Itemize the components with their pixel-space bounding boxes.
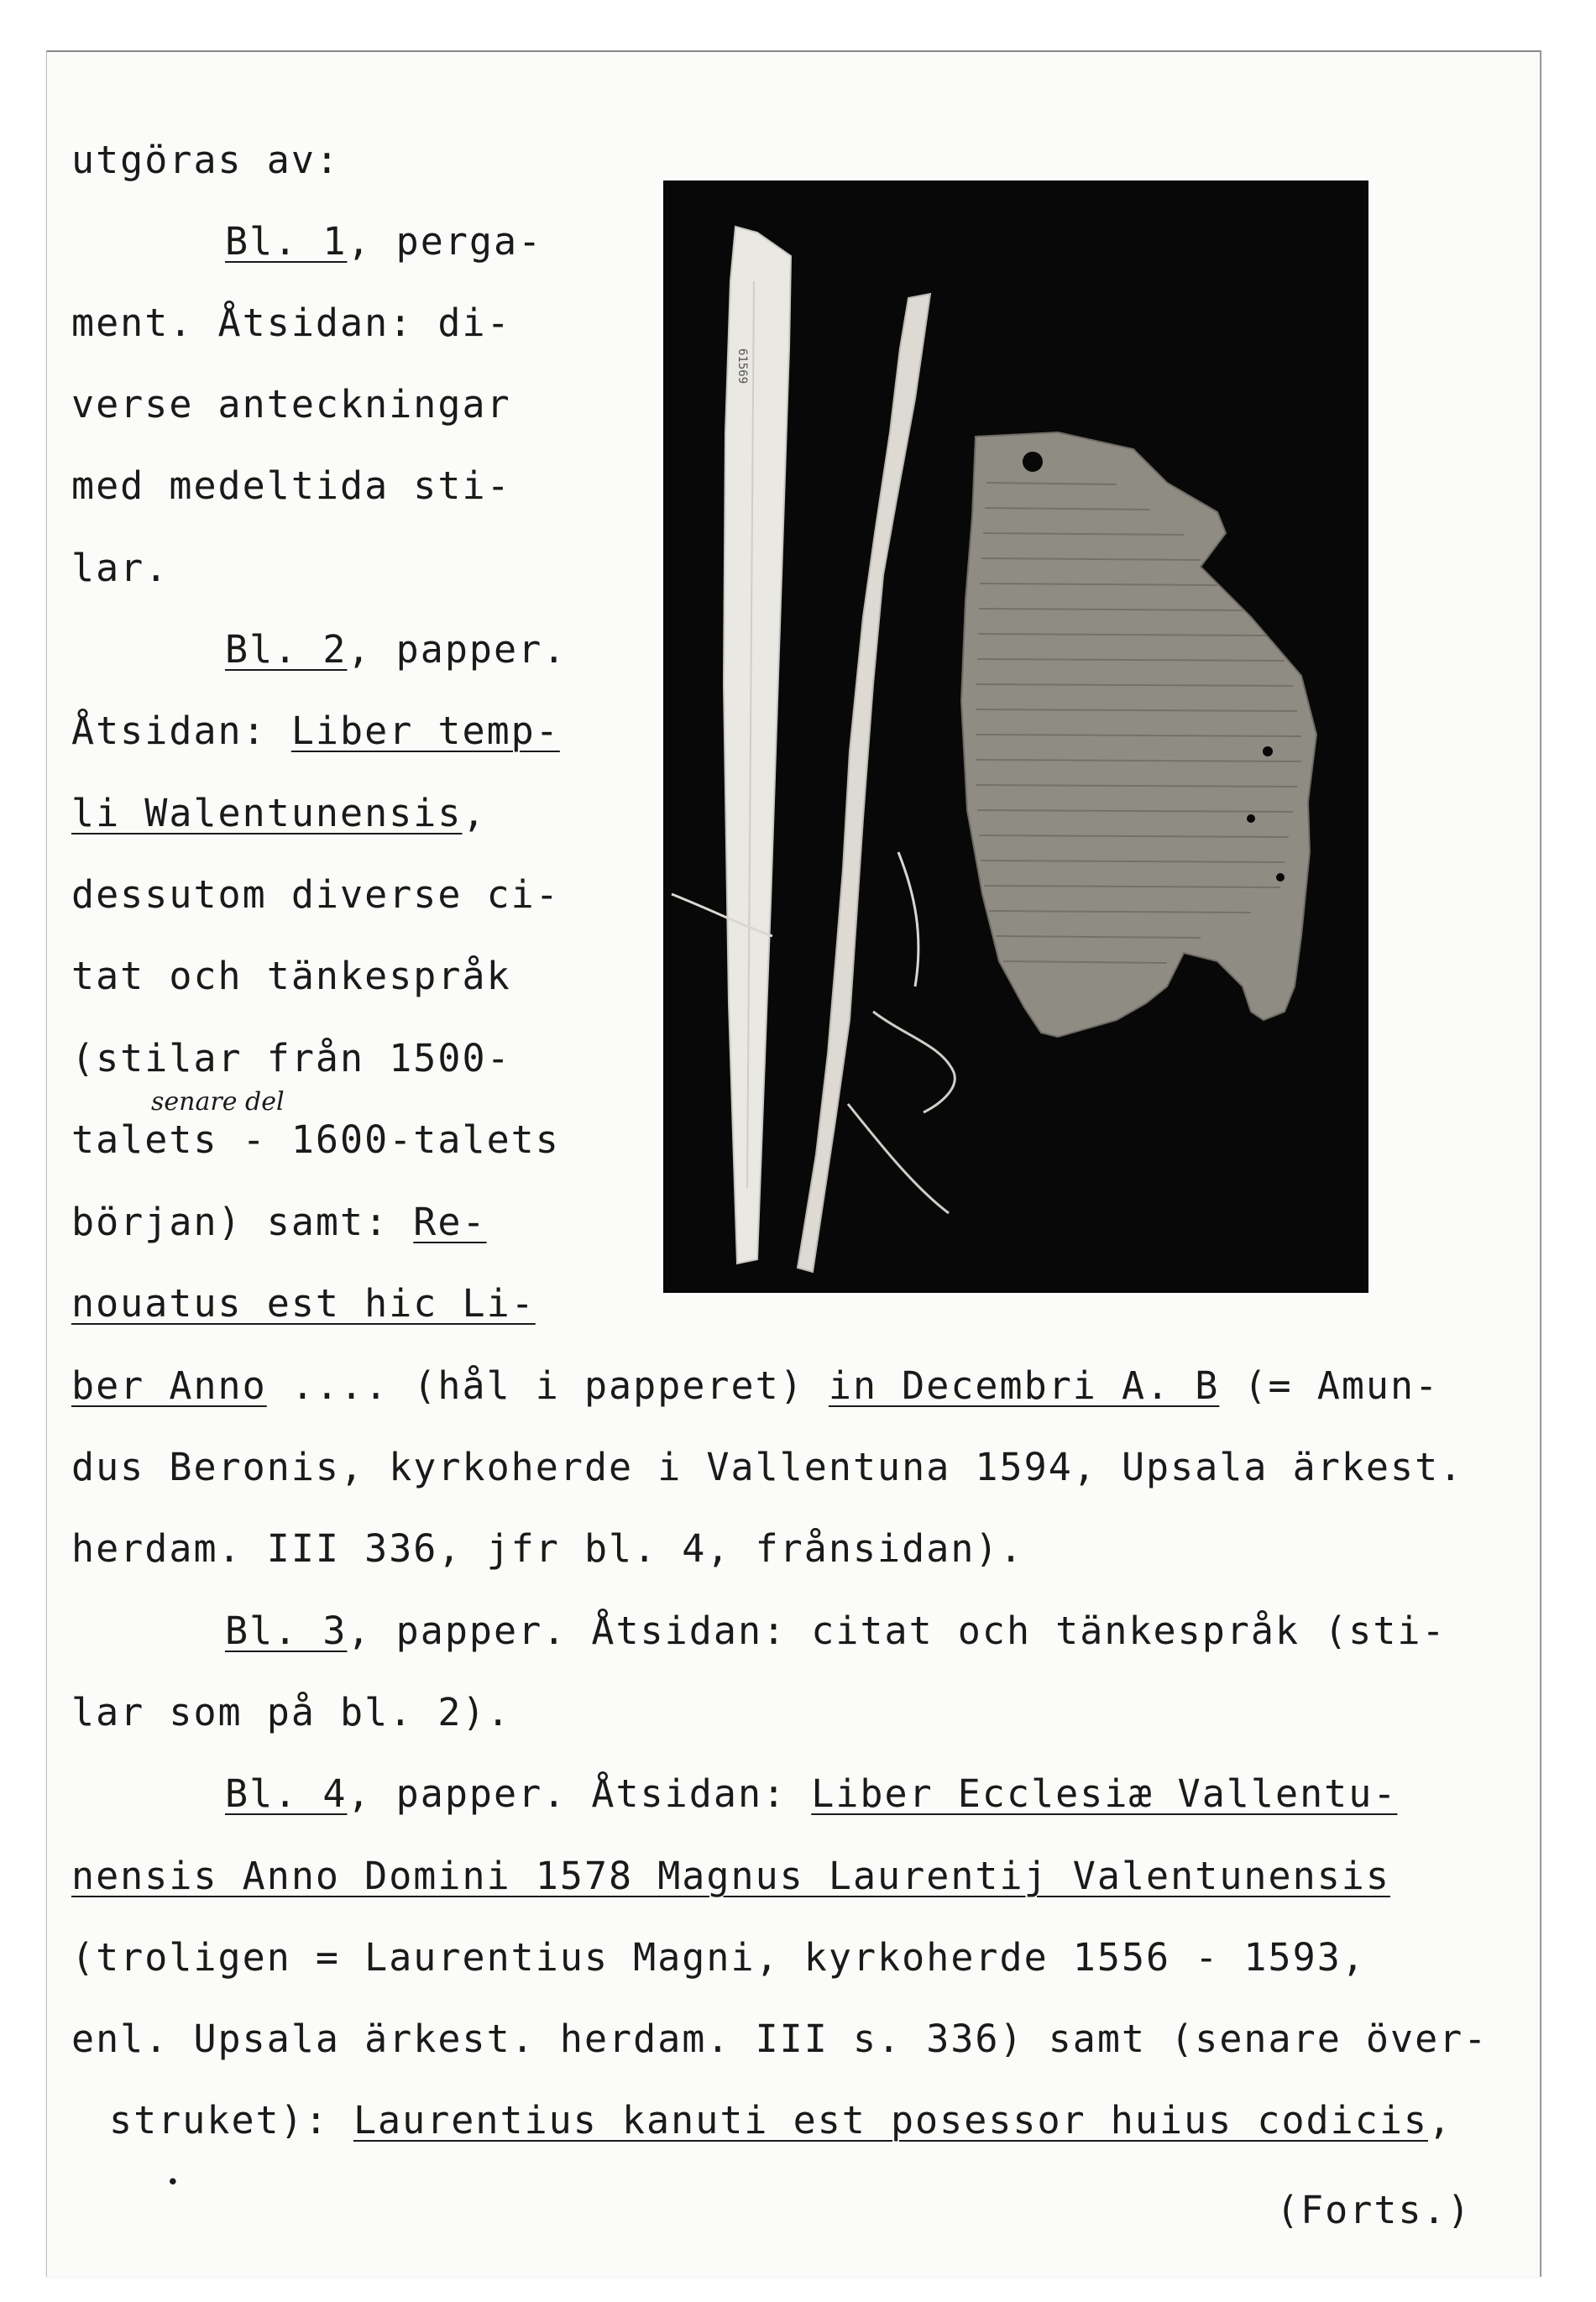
text-segment: struket): bbox=[109, 2098, 353, 2142]
underlined-text: Liber Ecclesiæ Vallentu- bbox=[811, 1771, 1398, 1816]
text-segment: lar som på bl. 2). bbox=[71, 1690, 511, 1734]
text-segment: verse anteckningar bbox=[71, 382, 511, 426]
underlined-text: Bl. 2 bbox=[225, 627, 348, 672]
underlined-text: Laurentius kanuti est posessor huius codicis bbox=[353, 2098, 1428, 2142]
manuscript-fragments-photo bbox=[663, 180, 1368, 1293]
text-segment: , papper. Åtsidan: citat och tänkespråk (sti- bbox=[347, 1609, 1447, 1653]
text-line-10 bbox=[71, 872, 560, 917]
text-segment: , perga- bbox=[347, 219, 543, 264]
text-line-15 bbox=[71, 1281, 536, 1326]
text-line-21 bbox=[225, 1771, 1398, 1816]
text-segment: herdam. III 336, jfr bl. 4, frånsidan). bbox=[71, 1526, 1024, 1571]
underlined-text: Liber temp- bbox=[290, 709, 560, 753]
text-line-5 bbox=[71, 463, 511, 508]
text-segment: .... (hål i papperet) bbox=[266, 1363, 829, 1408]
manuscript-fragments-illustration bbox=[663, 180, 1368, 1293]
text-segment: ment. Åtsidan: di- bbox=[71, 301, 511, 345]
text-segment: tat och tänkespråk bbox=[71, 954, 511, 998]
underlined-text: Re- bbox=[413, 1200, 487, 1244]
text-segment: , papper. Åtsidan: bbox=[347, 1771, 812, 1816]
underlined-text: nouatus est hic Li- bbox=[71, 1281, 536, 1326]
text-segment: (Forts.) bbox=[1276, 2188, 1472, 2232]
underlined-text: Bl. 4 bbox=[225, 1771, 348, 1816]
underlined-text: nensis Anno Domini 1578 Magnus Laurentij Valentunensis bbox=[71, 1854, 1390, 1898]
text-segment: början) samt: bbox=[71, 1200, 414, 1244]
text-segment: dus Beronis, kyrkoherde i Vallentuna 1594, Upsala ärkest. bbox=[71, 1445, 1464, 1489]
text-line-6 bbox=[71, 546, 170, 590]
handwritten-insert: senare del bbox=[151, 1087, 285, 1117]
underlined-text: Bl. 3 bbox=[225, 1609, 348, 1653]
text-line-13 bbox=[71, 1117, 560, 1162]
text-line-19 bbox=[225, 1609, 1447, 1653]
text-line-3 bbox=[71, 301, 511, 345]
ink-dot-mark: • bbox=[166, 2170, 180, 2195]
text-segment: , bbox=[1428, 2098, 1453, 2142]
text-segment: Åtsidan: bbox=[71, 709, 291, 753]
text-line-9 bbox=[71, 791, 487, 835]
text-segment: , bbox=[462, 791, 487, 835]
text-line-18 bbox=[71, 1526, 1024, 1571]
text-line-23 bbox=[71, 1935, 1366, 1980]
text-line-20 bbox=[71, 1690, 511, 1734]
text-line-1 bbox=[71, 138, 341, 182]
text-line-16 bbox=[71, 1363, 1440, 1408]
underlined-text: Bl. 1 bbox=[225, 219, 348, 264]
text-segment: (stilar från 1500- bbox=[71, 1036, 511, 1080]
text-segment: enl. Upsala ärkest. herdam. III s. 336) samt (senare över- bbox=[71, 2017, 1489, 2061]
text-line-26 bbox=[1276, 2188, 1472, 2232]
text-line-25 bbox=[109, 2098, 1453, 2142]
text-line-22 bbox=[71, 1854, 1390, 1898]
underlined-text: ber Anno bbox=[71, 1363, 267, 1408]
text-segment: lar. bbox=[71, 546, 170, 590]
underlined-text: li Walentunensis bbox=[71, 791, 463, 835]
text-line-7 bbox=[225, 627, 568, 672]
text-segment: (troligen = Laurentius Magni, kyrkoherde 1556 - 1593, bbox=[71, 1935, 1366, 1980]
text-segment: dessutom diverse ci- bbox=[71, 872, 560, 917]
text-segment: utgöras av: bbox=[71, 138, 341, 182]
text-line-4 bbox=[71, 382, 511, 426]
text-line-8 bbox=[71, 709, 560, 753]
text-line-14 bbox=[71, 1200, 487, 1244]
text-segment: (= Amun- bbox=[1219, 1363, 1440, 1408]
text-segment: med medeltida sti- bbox=[71, 463, 511, 508]
text-line-2 bbox=[225, 219, 543, 264]
text-line-12 bbox=[71, 1036, 511, 1080]
text-line-17 bbox=[71, 1445, 1464, 1489]
text-line-11 bbox=[71, 954, 511, 998]
text-line-24 bbox=[71, 2017, 1489, 2061]
text-segment: , papper. bbox=[347, 627, 568, 672]
text-segment: talets - 1600-talets bbox=[71, 1117, 560, 1162]
svg-text:61569: 61569 bbox=[735, 348, 749, 385]
underlined-text: in Decembri A. B bbox=[828, 1363, 1220, 1408]
